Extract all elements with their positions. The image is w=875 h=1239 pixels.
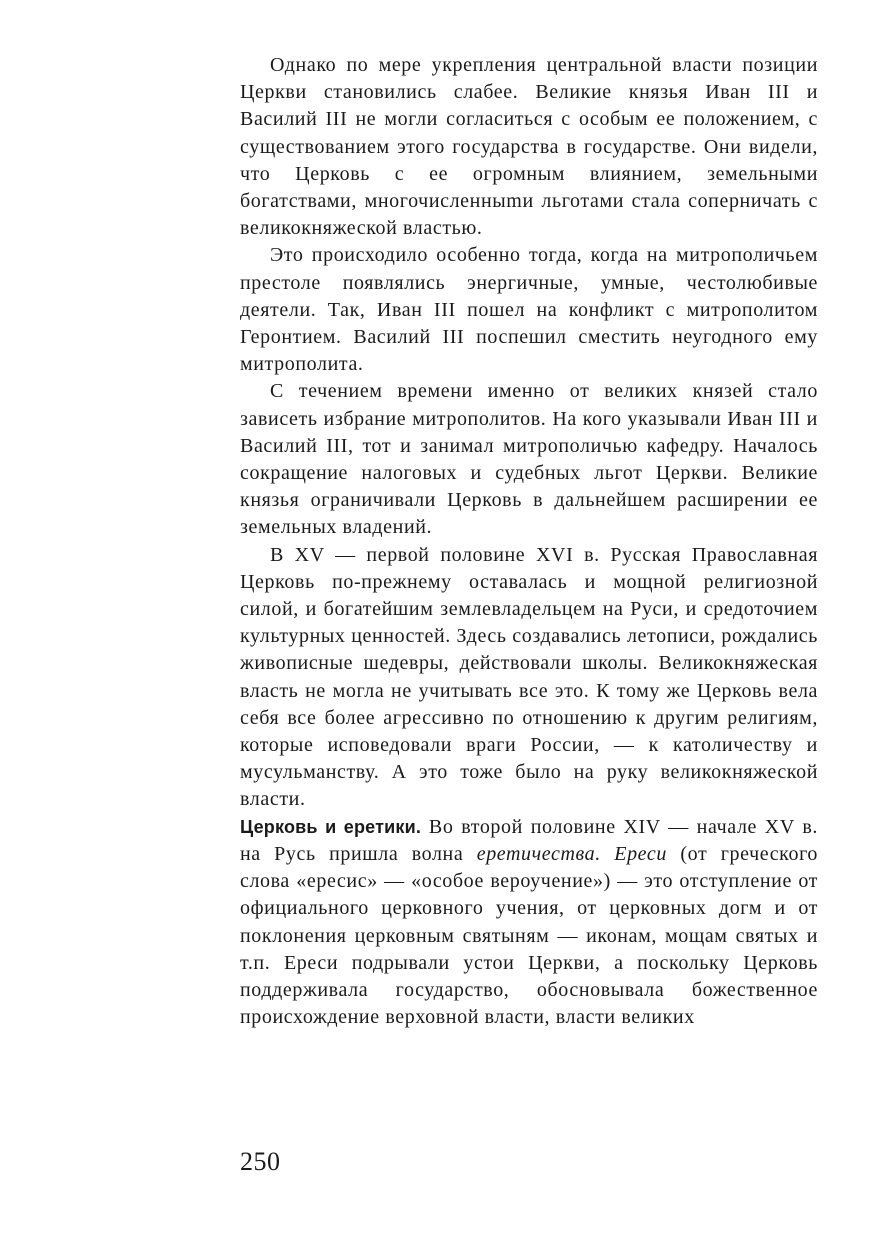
paragraph-1: Однако по мере укрепления центральной власти позиции Церкви становились слабее. Великие князья Иван III и Василий III не могли согласиться с особым ее положением, с существованием этого государства в государстве. Они видели, что Церковь с ее огромным влиянием, земельными богатствами, многочисленныmи льготами стала соперничать с великокняжеской властью. [240,54,818,240]
section-italic-term-1: еретичества. [476,842,601,865]
page-body [240,52,818,1031]
section-text-part-3: (от греческого слова «ересис» — «особое вероучение») — это отступление от официального церковного учения, от церковных догм и от поклонения церковным святыням — иконам, мощам святых и т.п. Ереси подрывали устои Церкви, а поскольку Церковь поддерживала государство, обосновывала божественное происхождение верховной власти, власти великих [240,842,818,1029]
section-text-part-2 [601,843,614,865]
page-number: 250 [240,1147,281,1176]
paragraph-4: В XV — первой половине XVI в. Русская Православная Церковь по-прежнему оставалась и мощной религиозной силой, и богатейшим землевладельцем на Руси, и средоточием культурных ценностей. Здесь создавались летописи, рождались живописные шедевры, действовали школы. Великокняжеская власть не могла не учитывать все это. К тому же Церковь вела себя все более агрессивно по отношению к другим религиям, которые исповедовали враги России, — к католичеству и мусульманству. А это тоже было на руку великокняжеской власти. [240,543,818,811]
paragraph-2: Это происходило особенно тогда, когда на митрополичьем престоле появлялись энергичные, умные, честолюбивые деятели. Так, Иван III пошел на конфликт с митрополитом Геронтием. Василий III поспешил сместить неугодного ему митрополита. [240,244,818,376]
section-heading: Церковь и еретики. [240,816,422,837]
section-text-part-1: Во второй половине XIV — начале XV в. на Русь пришла волна [240,815,818,865]
section-paragraph [240,814,818,1032]
paragraph-3: С течением времени именно от великих князей стало зависеть избрание митрополитов. На кого указывали Иван III и Василий III, тот и занимал митрополичью кафедру. Началось сокращение налоговых и судебных льгот Церкви. Великие князья ограничивали Церковь в дальнейшем расширении ее земельных владений. [240,380,818,539]
section-italic-term-2: Ереси [614,842,667,865]
